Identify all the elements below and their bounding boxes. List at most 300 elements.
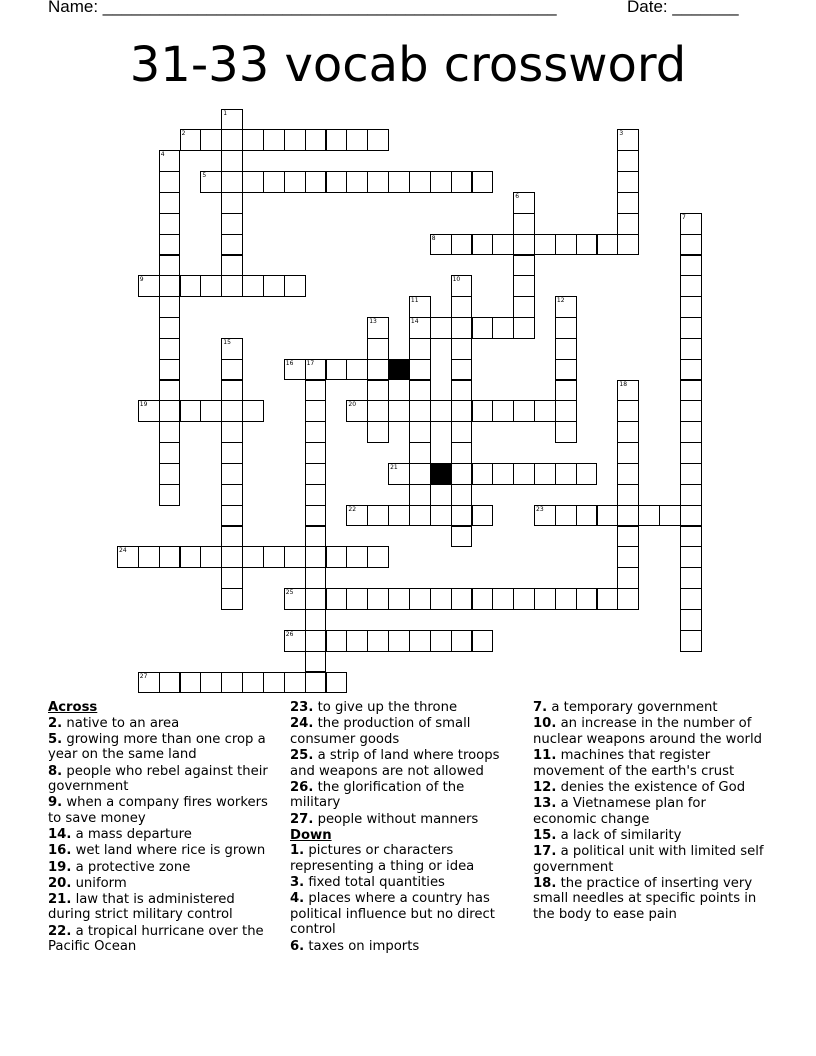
crossword-cell[interactable] xyxy=(388,630,410,652)
crossword-cell[interactable] xyxy=(451,296,473,318)
crossword-cell[interactable] xyxy=(221,484,243,506)
crossword-cell[interactable] xyxy=(388,505,410,527)
crossword-cell[interactable] xyxy=(617,484,639,506)
crossword-cell[interactable] xyxy=(326,672,348,694)
crossword-cell[interactable] xyxy=(617,129,639,151)
crossword-cell[interactable] xyxy=(367,380,389,402)
crossword-cell[interactable] xyxy=(430,588,452,610)
crossword-cell[interactable] xyxy=(242,672,264,694)
crossword-cell[interactable] xyxy=(159,234,181,256)
crossword-cell[interactable] xyxy=(576,588,598,610)
crossword-cell[interactable] xyxy=(200,672,222,694)
crossword-cell[interactable] xyxy=(680,609,702,631)
crossword-cell[interactable] xyxy=(263,129,285,151)
cell-number: 22 xyxy=(348,505,357,513)
crossword-cell[interactable] xyxy=(326,171,348,193)
crossword-cell[interactable] xyxy=(617,150,639,172)
crossword-cell[interactable] xyxy=(159,421,181,443)
crossword-cell[interactable] xyxy=(305,505,327,527)
crossword-cell[interactable] xyxy=(555,400,577,422)
crossword-cell[interactable] xyxy=(451,484,473,506)
crossword-cell[interactable] xyxy=(200,171,222,193)
clues-column-2 xyxy=(290,700,518,955)
crossword-cell[interactable] xyxy=(409,338,431,360)
crossword-cell[interactable] xyxy=(680,546,702,568)
crossword-cell[interactable] xyxy=(221,672,243,694)
crossword-cell[interactable] xyxy=(451,421,473,443)
crossword-cell[interactable] xyxy=(284,630,306,652)
crossword-cell[interactable] xyxy=(367,400,389,422)
crossword-cell[interactable] xyxy=(117,546,139,568)
crossword-cell[interactable] xyxy=(451,630,473,652)
crossword-cell[interactable] xyxy=(159,359,181,381)
clue-number: 1. xyxy=(290,843,305,859)
crossword-cell[interactable] xyxy=(430,505,452,527)
crossword-cell[interactable] xyxy=(159,672,181,694)
crossword-cell[interactable] xyxy=(409,296,431,318)
crossword-cell[interactable] xyxy=(305,380,327,402)
crossword-cell[interactable] xyxy=(388,588,410,610)
crossword-cell[interactable] xyxy=(409,421,431,443)
clue-item xyxy=(533,828,767,844)
crossword-cell[interactable] xyxy=(617,546,639,568)
crossword-cell[interactable] xyxy=(388,171,410,193)
crossword-cell[interactable] xyxy=(472,588,494,610)
crossword-cell[interactable] xyxy=(221,109,243,131)
crossword-cell[interactable] xyxy=(617,213,639,235)
crossword-cell[interactable] xyxy=(367,505,389,527)
crossword-cell[interactable] xyxy=(597,588,619,610)
crossword-cell[interactable] xyxy=(534,505,556,527)
crossword-cell[interactable] xyxy=(680,442,702,464)
clue-item xyxy=(533,748,767,779)
crossword-cell[interactable] xyxy=(534,400,556,422)
crossword-cell[interactable] xyxy=(492,317,514,339)
crossword-cell[interactable] xyxy=(367,338,389,360)
crossword-cell[interactable] xyxy=(221,213,243,235)
crossword-cell[interactable] xyxy=(305,630,327,652)
crossword-cell[interactable] xyxy=(451,588,473,610)
crossword-cell[interactable] xyxy=(221,546,243,568)
clues-column-3 xyxy=(533,700,767,923)
clue-number: 23. xyxy=(290,700,314,715)
crossword-cell[interactable] xyxy=(284,129,306,151)
clue-number: 25. xyxy=(290,747,314,763)
crossword-cell[interactable] xyxy=(221,192,243,214)
cell-number: 25 xyxy=(285,589,294,596)
crossword-cell[interactable] xyxy=(680,505,702,527)
clue-text: fixed total quantities xyxy=(304,875,445,891)
crossword-cell[interactable] xyxy=(680,630,702,652)
crossword-cell[interactable] xyxy=(430,400,452,422)
crossword-cell[interactable] xyxy=(680,317,702,339)
crossword-cell[interactable] xyxy=(451,317,473,339)
crossword-cell[interactable] xyxy=(430,630,452,652)
clue-number: 27. xyxy=(290,811,314,827)
crossword-cell[interactable] xyxy=(617,400,639,422)
crossword-cell[interactable] xyxy=(159,192,181,214)
crossword-cell[interactable] xyxy=(180,400,202,422)
crossword-cell[interactable] xyxy=(159,255,181,277)
crossword-cell[interactable] xyxy=(305,588,327,610)
crossword-cell[interactable] xyxy=(221,359,243,381)
crossword-cell[interactable] xyxy=(472,630,494,652)
crossword-cell[interactable] xyxy=(680,463,702,485)
crossword-cell[interactable] xyxy=(451,171,473,193)
crossword-cell[interactable] xyxy=(305,129,327,151)
clue-number: 11. xyxy=(533,747,557,763)
crossword-cell[interactable] xyxy=(430,171,452,193)
crossword-cell[interactable] xyxy=(430,234,452,256)
crossword-cell[interactable] xyxy=(180,672,202,694)
crossword-cell[interactable] xyxy=(534,463,556,485)
crossword-cell[interactable] xyxy=(555,234,577,256)
clue-number: 7. xyxy=(533,700,548,715)
crossword-cell[interactable] xyxy=(159,275,181,297)
crossword-cell[interactable] xyxy=(513,255,535,277)
crossword-cell[interactable] xyxy=(555,338,577,360)
crossword-cell[interactable] xyxy=(659,505,681,527)
cell-number: 20 xyxy=(348,401,357,409)
crossword-cell[interactable] xyxy=(576,234,598,256)
crossword-cell[interactable] xyxy=(221,150,243,172)
crossword-cell[interactable] xyxy=(159,442,181,464)
crossword-cell[interactable] xyxy=(242,129,264,151)
crossword-cell[interactable] xyxy=(492,463,514,485)
crossword-cell[interactable] xyxy=(513,192,535,214)
crossword-cell[interactable] xyxy=(472,234,494,256)
crossword-cell[interactable] xyxy=(534,588,556,610)
crossword-cell[interactable] xyxy=(346,630,368,652)
crossword-cell[interactable] xyxy=(513,463,535,485)
crossword-cell[interactable] xyxy=(326,546,348,568)
crossword-cell[interactable] xyxy=(576,463,598,485)
crossword-cell[interactable] xyxy=(221,400,243,422)
clue-number: 4. xyxy=(290,891,305,907)
cell-number: 18 xyxy=(619,380,628,388)
crossword-cell[interactable] xyxy=(346,546,368,568)
crossword-cell[interactable] xyxy=(388,463,410,485)
crossword-cell[interactable] xyxy=(242,275,264,297)
crossword-cell[interactable] xyxy=(555,421,577,443)
crossword-cell[interactable] xyxy=(305,672,327,694)
crossword-cell[interactable] xyxy=(617,505,639,527)
crossword-cell[interactable] xyxy=(638,505,660,527)
down-clue-list-continued xyxy=(533,700,767,922)
crossword-cell[interactable] xyxy=(305,442,327,464)
crossword-cell[interactable] xyxy=(409,359,431,381)
crossword-cell[interactable] xyxy=(617,526,639,548)
crossword-cell[interactable] xyxy=(221,505,243,527)
crossword-cell[interactable] xyxy=(305,546,327,568)
crossword-cell[interactable] xyxy=(138,400,160,422)
crossword-cell[interactable] xyxy=(159,171,181,193)
crossword-cell[interactable] xyxy=(492,588,514,610)
crossword-cell[interactable] xyxy=(680,400,702,422)
clue-text: an increase in the number of nuclear weapons around the world xyxy=(533,716,762,747)
crossword-cell[interactable] xyxy=(346,171,368,193)
crossword-cell[interactable] xyxy=(180,129,202,151)
crossword-cell[interactable] xyxy=(284,359,306,381)
crossword-cell[interactable] xyxy=(680,213,702,235)
clue-number: 10. xyxy=(533,716,557,732)
crossword-cell[interactable] xyxy=(451,526,473,548)
crossword-cell[interactable] xyxy=(409,505,431,527)
crossword-cell[interactable] xyxy=(200,546,222,568)
crossword-cell[interactable] xyxy=(367,129,389,151)
crossword-cell[interactable] xyxy=(617,192,639,214)
crossword-cell[interactable] xyxy=(472,171,494,193)
crossword-cell[interactable] xyxy=(451,380,473,402)
crossword-cell[interactable] xyxy=(680,484,702,506)
crossword-cell[interactable] xyxy=(159,400,181,422)
crossword-cell[interactable] xyxy=(221,129,243,151)
crossword-cell[interactable] xyxy=(451,359,473,381)
clue-number: 8. xyxy=(48,763,63,779)
crossword-cell[interactable] xyxy=(680,338,702,360)
crossword-cell[interactable] xyxy=(451,505,473,527)
crossword-cell[interactable] xyxy=(263,275,285,297)
clue-text: to give up the throne xyxy=(313,700,458,715)
crossword-cell[interactable] xyxy=(305,567,327,589)
crossword-cell[interactable] xyxy=(221,275,243,297)
crossword-cell[interactable] xyxy=(242,400,264,422)
crossword-cell[interactable] xyxy=(617,463,639,485)
crossword-cell[interactable] xyxy=(680,567,702,589)
crossword-cell[interactable] xyxy=(221,463,243,485)
crossword-cell[interactable] xyxy=(472,400,494,422)
crossword-cell[interactable] xyxy=(284,275,306,297)
clue-text: people who rebel against their government xyxy=(48,763,268,795)
crossword-cell[interactable] xyxy=(138,546,160,568)
crossword-cell[interactable] xyxy=(305,484,327,506)
crossword-cell[interactable] xyxy=(346,400,368,422)
crossword-cell[interactable] xyxy=(367,546,389,568)
crossword-cell[interactable] xyxy=(305,171,327,193)
crossword-cell[interactable] xyxy=(221,588,243,610)
crossword-cell[interactable] xyxy=(180,275,202,297)
crossword-cell[interactable] xyxy=(617,588,639,610)
crossword-cell[interactable] xyxy=(555,317,577,339)
crossword-cell[interactable] xyxy=(680,380,702,402)
down-clue-list xyxy=(290,843,518,954)
crossword-cell[interactable] xyxy=(472,463,494,485)
crossword-cell[interactable] xyxy=(263,546,285,568)
crossword-cell[interactable] xyxy=(555,505,577,527)
across-heading: Across xyxy=(48,700,98,715)
crossword-cell[interactable] xyxy=(159,380,181,402)
crossword-cell[interactable] xyxy=(555,380,577,402)
clue-item xyxy=(533,796,767,827)
crossword-cell[interactable] xyxy=(680,359,702,381)
crossword-cell[interactable] xyxy=(326,359,348,381)
crossword-cell[interactable] xyxy=(555,588,577,610)
crossword-cell[interactable] xyxy=(367,359,389,381)
clue-text: the production of small consumer goods xyxy=(290,716,471,747)
crossword-cell[interactable] xyxy=(346,588,368,610)
crossword-cell[interactable] xyxy=(284,588,306,610)
crossword-cell[interactable] xyxy=(409,317,431,339)
crossword-cell[interactable] xyxy=(680,588,702,610)
clue-number: 16. xyxy=(48,843,72,859)
cell-number: 8 xyxy=(431,234,436,242)
crossword-cell[interactable] xyxy=(200,400,222,422)
crossword-cell[interactable] xyxy=(555,463,577,485)
crossword-cell[interactable] xyxy=(451,338,473,360)
crossword-cell[interactable] xyxy=(221,526,243,548)
crossword-cell[interactable] xyxy=(305,526,327,548)
crossword-cell[interactable] xyxy=(409,400,431,422)
crossword-cell[interactable] xyxy=(451,442,473,464)
crossword-cell[interactable] xyxy=(409,171,431,193)
crossword-cell[interactable] xyxy=(513,588,535,610)
crossword-cell[interactable] xyxy=(534,234,556,256)
crossword-cell[interactable] xyxy=(576,505,598,527)
clue-item xyxy=(533,780,767,796)
crossword-cell[interactable] xyxy=(617,234,639,256)
crossword-cell[interactable] xyxy=(472,505,494,527)
crossword-cell[interactable] xyxy=(492,234,514,256)
crossword-cell[interactable] xyxy=(513,400,535,422)
crossword-cell[interactable] xyxy=(367,171,389,193)
crossword-cell[interactable] xyxy=(242,171,264,193)
crossword-cell[interactable] xyxy=(555,359,577,381)
crossword-cell[interactable] xyxy=(159,338,181,360)
cell-number: 21 xyxy=(390,464,398,471)
crossword-cell[interactable] xyxy=(409,484,431,506)
crossword-cell[interactable] xyxy=(680,526,702,548)
crossword-cell[interactable] xyxy=(451,234,473,256)
crossword-cell[interactable] xyxy=(221,442,243,464)
crossword-cell[interactable] xyxy=(284,171,306,193)
crossword-cell[interactable] xyxy=(159,317,181,339)
crossword-cell[interactable] xyxy=(305,651,327,673)
crossword-cell[interactable] xyxy=(138,672,160,694)
crossword-cell[interactable] xyxy=(159,213,181,235)
crossword-cell[interactable] xyxy=(617,442,639,464)
crossword-cell[interactable] xyxy=(472,317,494,339)
crossword-cell[interactable] xyxy=(305,609,327,631)
crossword-cell[interactable] xyxy=(221,171,243,193)
clue-text: people without manners xyxy=(313,811,479,827)
crossword-cell[interactable] xyxy=(513,213,535,235)
crossword-cell[interactable] xyxy=(367,421,389,443)
crossword-cell[interactable] xyxy=(680,421,702,443)
crossword-cell[interactable] xyxy=(680,234,702,256)
crossword-cell[interactable] xyxy=(326,129,348,151)
clue-number: 26. xyxy=(290,779,314,795)
cell-number: 9 xyxy=(139,276,144,284)
page-title: 31-33 vocab crossword xyxy=(129,37,687,93)
crossword-cell[interactable] xyxy=(409,442,431,464)
black-square xyxy=(430,463,452,485)
crossword-cell[interactable] xyxy=(451,400,473,422)
crossword-cell[interactable] xyxy=(159,150,181,172)
crossword-cell[interactable] xyxy=(263,171,285,193)
crossword-cell[interactable] xyxy=(159,546,181,568)
crossword-cell[interactable] xyxy=(513,296,535,318)
crossword-cell[interactable] xyxy=(680,255,702,277)
crossword-cell[interactable] xyxy=(597,505,619,527)
clue-number: 19. xyxy=(48,859,72,875)
clue-item xyxy=(48,892,276,923)
crossword-cell[interactable] xyxy=(284,546,306,568)
clue-item xyxy=(533,716,767,747)
clue-number: 9. xyxy=(48,795,63,811)
crossword-cell[interactable] xyxy=(305,400,327,422)
crossword-cell[interactable] xyxy=(159,484,181,506)
clue-number: 17. xyxy=(533,843,557,859)
crossword-cell[interactable] xyxy=(513,317,535,339)
crossword-cell[interactable] xyxy=(680,275,702,297)
crossword-cell[interactable] xyxy=(221,234,243,256)
crossword-cell[interactable] xyxy=(326,588,348,610)
clue-item xyxy=(48,716,276,732)
clue-number: 2. xyxy=(48,715,63,731)
crossword-cell[interactable] xyxy=(617,421,639,443)
crossword-cell[interactable] xyxy=(221,421,243,443)
crossword-cell[interactable] xyxy=(284,672,306,694)
crossword-cell[interactable] xyxy=(180,546,202,568)
crossword-cell[interactable] xyxy=(388,400,410,422)
crossword-cell[interactable] xyxy=(409,630,431,652)
crossword-cell[interactable] xyxy=(159,296,181,318)
crossword-cell[interactable] xyxy=(200,275,222,297)
crossword-cell[interactable] xyxy=(680,296,702,318)
crossword-cell[interactable] xyxy=(200,129,222,151)
crossword-cell[interactable] xyxy=(138,275,160,297)
crossword-cell[interactable] xyxy=(617,171,639,193)
crossword-cell[interactable] xyxy=(221,255,243,277)
crossword-cell[interactable] xyxy=(263,672,285,694)
crossword-cell[interactable] xyxy=(451,275,473,297)
crossword-cell[interactable] xyxy=(326,630,348,652)
crossword-cell[interactable] xyxy=(221,338,243,360)
crossword-cell[interactable] xyxy=(409,588,431,610)
crossword-cell[interactable] xyxy=(367,630,389,652)
cell-number: 17 xyxy=(306,359,315,367)
date-field-label: Date: _______ xyxy=(627,0,739,16)
crossword-cell[interactable] xyxy=(492,400,514,422)
crossword-cell[interactable] xyxy=(159,463,181,485)
crossword-cell[interactable] xyxy=(513,275,535,297)
crossword-cell[interactable] xyxy=(597,234,619,256)
crossword-cell[interactable] xyxy=(305,359,327,381)
crossword-cell[interactable] xyxy=(221,567,243,589)
crossword-cell[interactable] xyxy=(367,588,389,610)
crossword-cell[interactable] xyxy=(242,546,264,568)
crossword-cell[interactable] xyxy=(451,463,473,485)
crossword-cell[interactable] xyxy=(305,421,327,443)
clue-number: 20. xyxy=(48,875,72,891)
crossword-cell[interactable] xyxy=(346,505,368,527)
crossword-cell[interactable] xyxy=(513,234,535,256)
crossword-cell[interactable] xyxy=(617,567,639,589)
cell-number: 24 xyxy=(119,547,127,555)
crossword-cell[interactable] xyxy=(430,317,452,339)
crossword-cell[interactable] xyxy=(346,129,368,151)
crossword-cell[interactable] xyxy=(555,296,577,318)
crossword-cell[interactable] xyxy=(617,380,639,402)
crossword-cell[interactable] xyxy=(305,463,327,485)
clue-text: machines that register movement of the earth's crust xyxy=(533,747,735,779)
crossword-cell[interactable] xyxy=(409,463,431,485)
crossword-cell[interactable] xyxy=(346,359,368,381)
crossword-cell[interactable] xyxy=(367,317,389,339)
crossword-cell[interactable] xyxy=(409,380,431,402)
crossword-cell[interactable] xyxy=(221,380,243,402)
cell-number: 12 xyxy=(556,297,565,305)
